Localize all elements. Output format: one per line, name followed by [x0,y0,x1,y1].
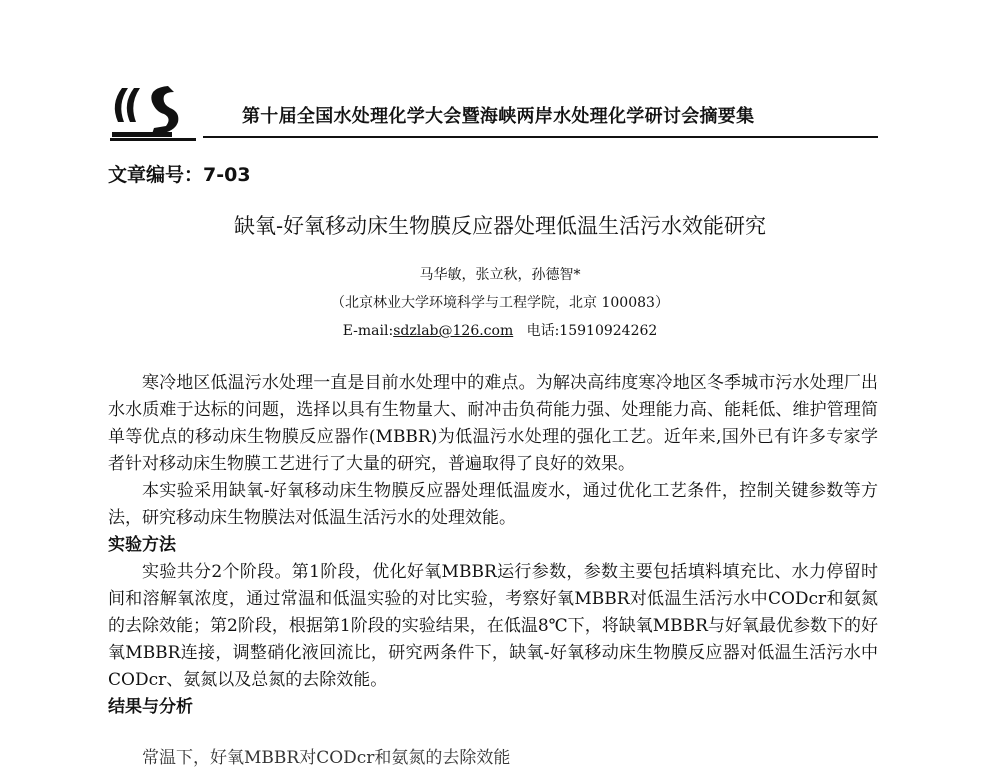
email-link[interactable]: sdzlab@126.com [393,323,514,339]
section-heading-methods: 实验方法 [108,535,176,555]
contact-line [0,320,1000,340]
paragraph-intro: 寒冷地区低温污水处理一直是目前水处理中的难点。为解决高纬度寒冷地区冬季城市污水处理厂出水水质难于达标的问题，选择以具有生物量大、耐冲击负荷能力强、处理能力高、能耗低、维护管理简单等优点的移动床生物膜反应器作(MBBR)为低温污水处理的强化工艺。近年来,国外已有许多专家学者针对移动床生物膜工艺进行了大量的研究，普遍取得了良好的效果。 [108,373,878,474]
abstract-body [108,370,878,721]
journal-logo-icon [108,82,200,144]
header-divider [203,136,878,138]
email-prefix: E-mail: [342,323,394,339]
paragraph-methods: 实验共分2个阶段。第1阶段，优化好氧MBBR运行参数，参数主要包括填料填充比、水力停留时间和溶解氧浓度，通过常温和低温实验的对比实验，考察好氧MBBR对低温生活污水中CODcr和氨氮的去除效能；第2阶段，根据第1阶段的实验结果，在低温8℃下，将缺氧MBBR与好氧最优参数下的好氧MBBR连接，调整硝化液回流比，研究两条件下，缺氧-好氧移动床生物膜反应器对低温生活污水中CODcr、氨氮以及总氮的去除效能。 [108,562,878,690]
conference-title: 第十届全国水处理化学大会暨海峡两岸水处理化学研讨会摘要集 [242,106,755,127]
section-heading-results: 结果与分析 [108,697,193,717]
paragraph-objective: 本实验采用缺氧-好氧移动床生物膜反应器处理低温废水，通过优化工艺条件，控制关键参数等方法，研究移动床生物膜法对低温生活污水的处理效能。 [108,481,878,528]
paragraph-results-partial: 常温下，好氧MBBR对CODcr和氨氮的去除效能 [142,748,511,768]
phone-number: 电话:15910924262 [526,323,658,339]
author-list: 马华敏，张立秋，孙德智* [419,267,581,283]
article-number: 文章编号：7-03 [108,164,251,186]
author-affiliation: （北京林业大学环境科学与工程学院，北京 100083） [331,295,669,311]
paper-title: 缺氧-好氧移动床生物膜反应器处理低温生活污水效能研究 [233,214,767,238]
